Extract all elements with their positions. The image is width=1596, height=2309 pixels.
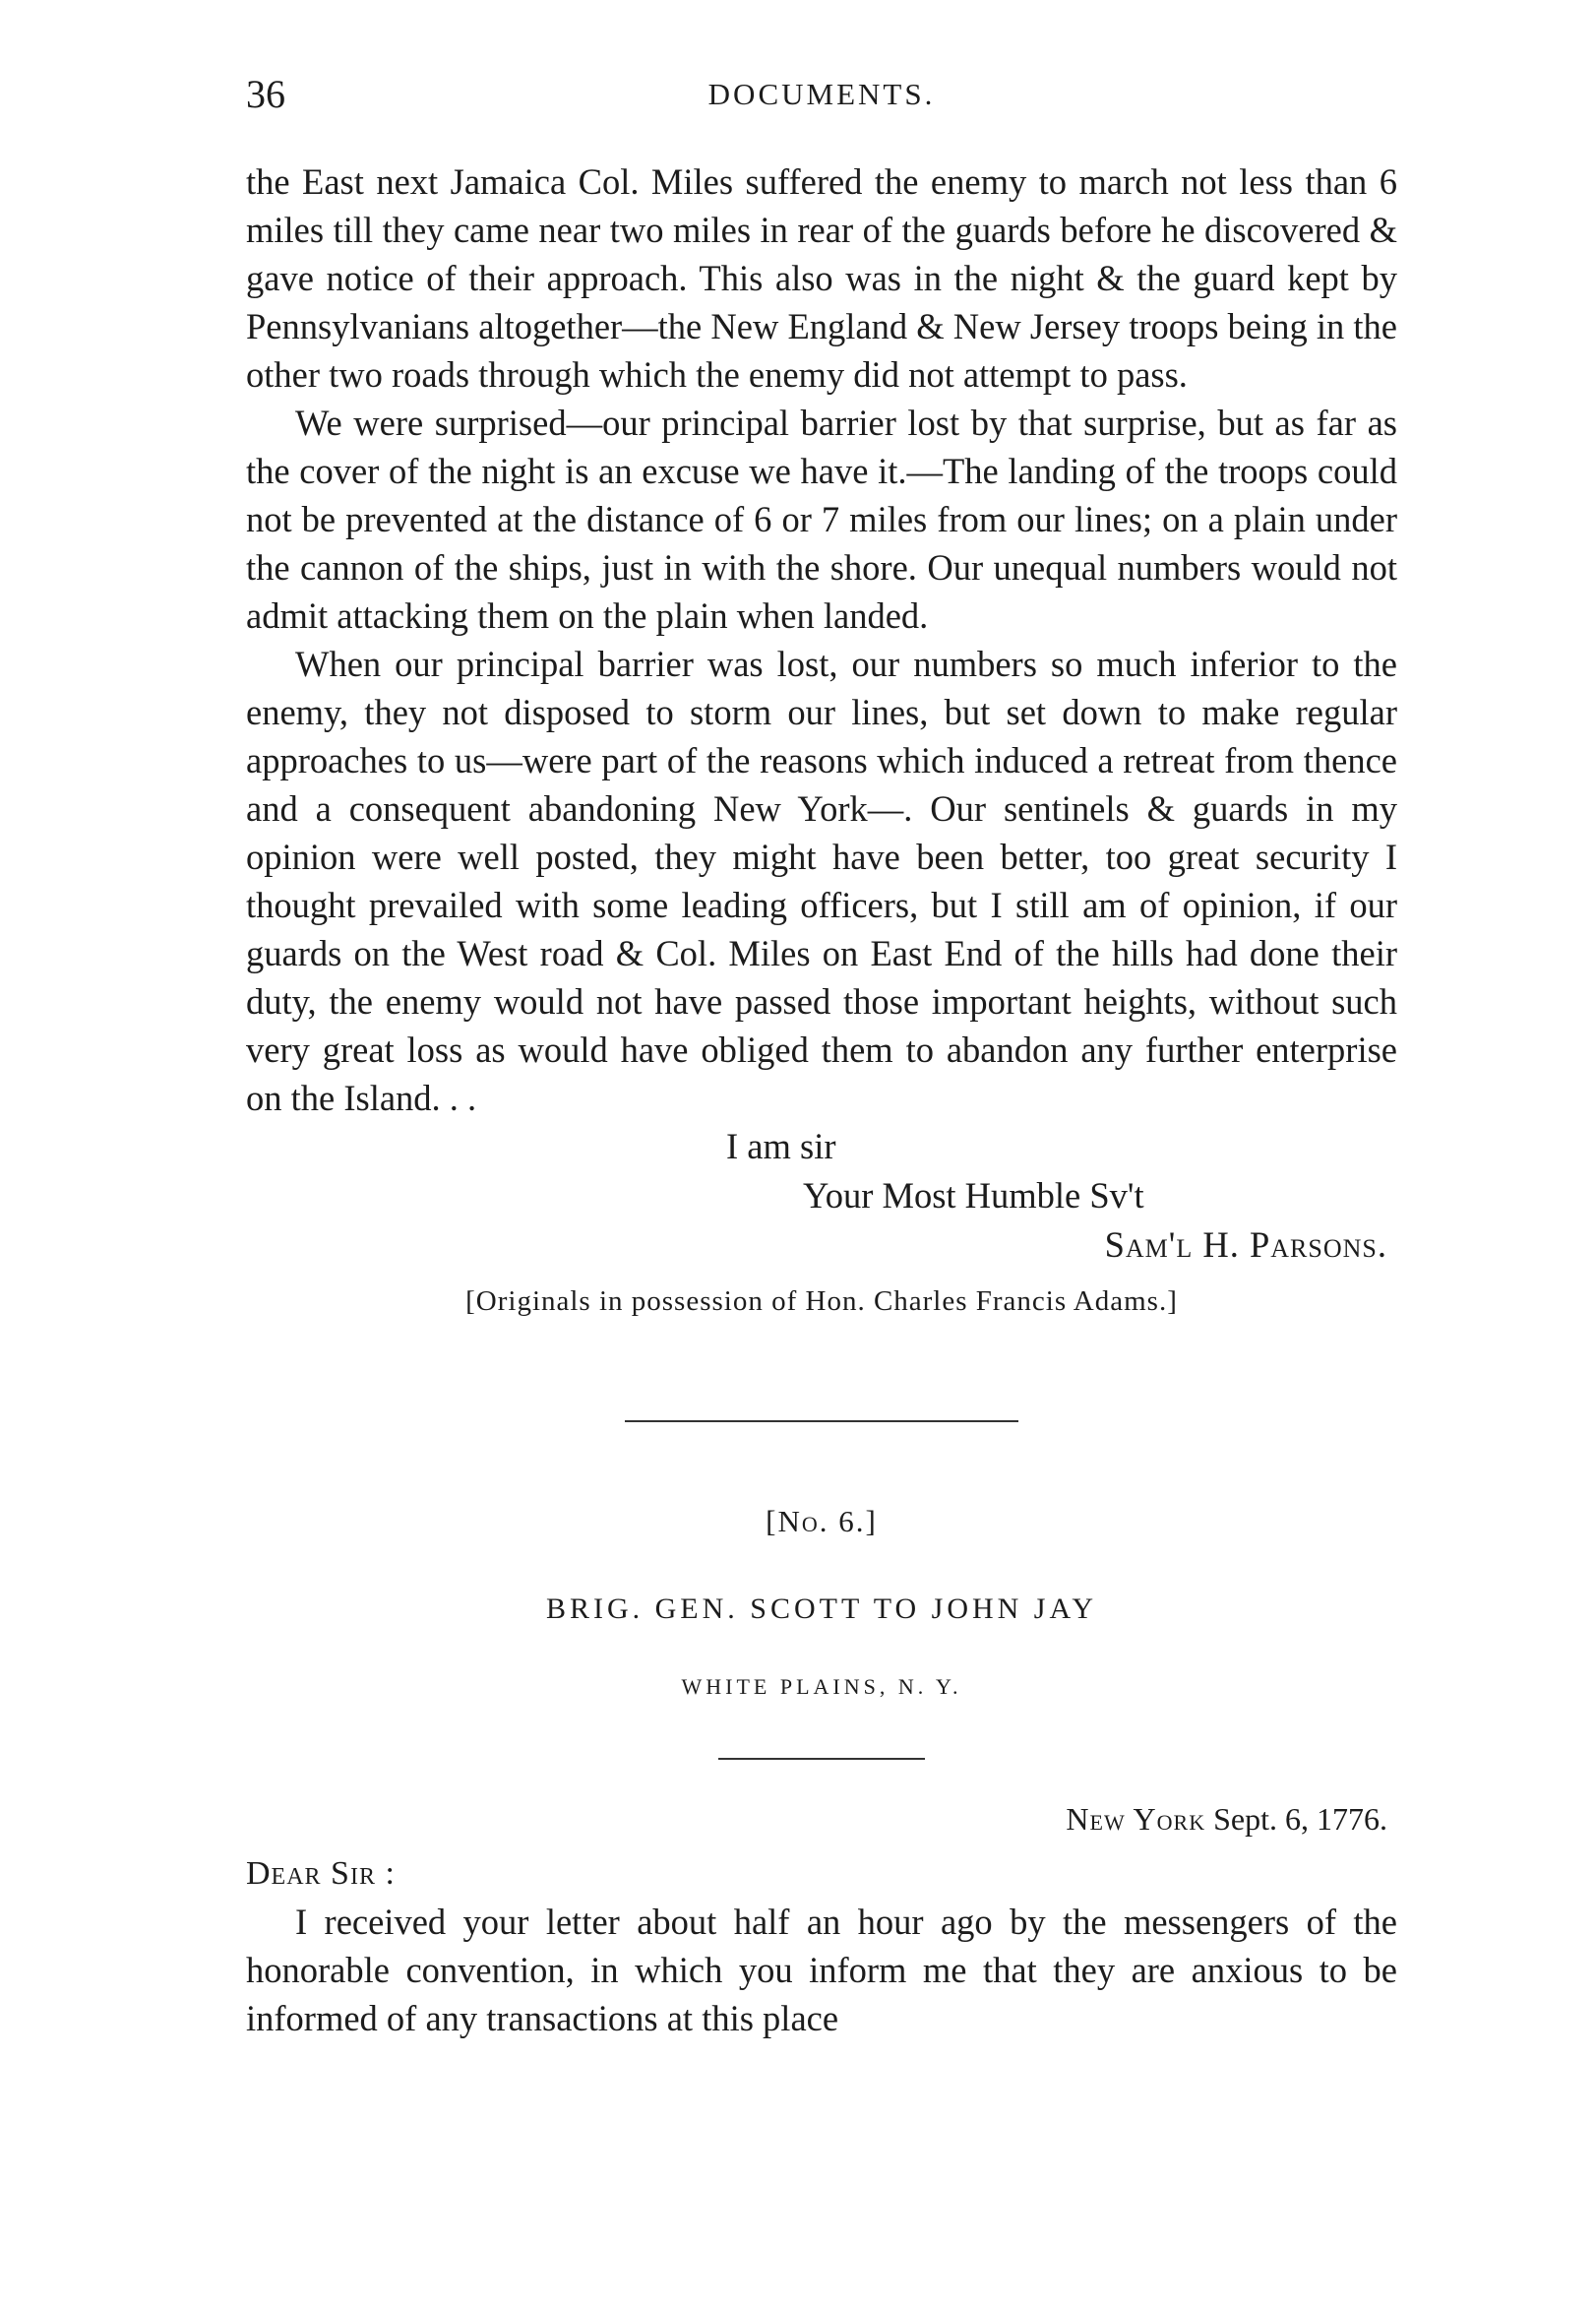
paragraph: the East next Jamaica Col. Miles suffered the enemy to march not less than 6 miles till they came near two miles in rear of the guards before he discovered & gave notice of their approach. This also was in the night & the guard kept by Pennsylvanians altogether—the New England & New Jersey troops being in the other two roads through which the enemy did not attempt to pass.: [246, 161, 1397, 395]
signature: Sam'l H. Parsons.: [1104, 1224, 1387, 1265]
closing-line: Your Most Humble Sv't: [803, 1175, 1144, 1216]
page-number: 36: [246, 72, 285, 116]
closing-line: I am sir: [726, 1126, 836, 1166]
dateline: [246, 1795, 1397, 1843]
document-title: BRIG. GEN. SCOTT TO JOHN JAY: [545, 1592, 1098, 1625]
letter-closing: [246, 1122, 1397, 1270]
paragraph: I received your letter about half an hour ago by the messengers of the honorable convention, in which you inform me that they are anxious to be informed of any transactions at this place: [246, 1902, 1397, 2038]
dateline-place: New York: [1066, 1801, 1206, 1837]
running-title: DOCUMENTS.: [707, 77, 936, 111]
dateline-date: Sept. 6, 1776.: [1205, 1801, 1387, 1837]
document-place: WHITE PLAINS, N. Y.: [681, 1674, 962, 1699]
provenance-note: [Originals in possession of Hon. Charles Francis Adams.]: [465, 1285, 1178, 1317]
salutation: Dear Sir :: [246, 1855, 396, 1892]
section-divider: [625, 1420, 1018, 1422]
paragraph: When our principal barrier was lost, our numbers so much inferior to the enemy, they not disposed to storm our lines, but set down to make regular approaches to us—were part of the reasons which induced a retreat from thence and a consequent abandoning New York—. Our sentinels & guards in my opinion were well posted, they might have been better, too great security I thought prevailed with some leading officers, but I still am of opinion, if our guards on the West road & Col. Miles on East End of the hills had done their duty, the enemy would not have passed those important heights, without such very great loss as would have obliged them to abandon any further enterprise on the Island. . .: [246, 644, 1397, 1118]
paragraph: We were surprised—our principal barrier lost by that surprise, but as far as the cover of the night is an excuse we have it.—The landing of the troops could not be prevented at the distance of 6 or 7 miles from our lines; on a plain under the cannon of the ships, just in with the shore. Our unequal numbers would not admit attacking them on the plain when landed.: [246, 403, 1397, 636]
page-header: [246, 71, 1397, 120]
body-text: [246, 157, 1397, 2042]
title-divider: [718, 1758, 925, 1760]
document-number: [No. 6.]: [766, 1504, 878, 1538]
